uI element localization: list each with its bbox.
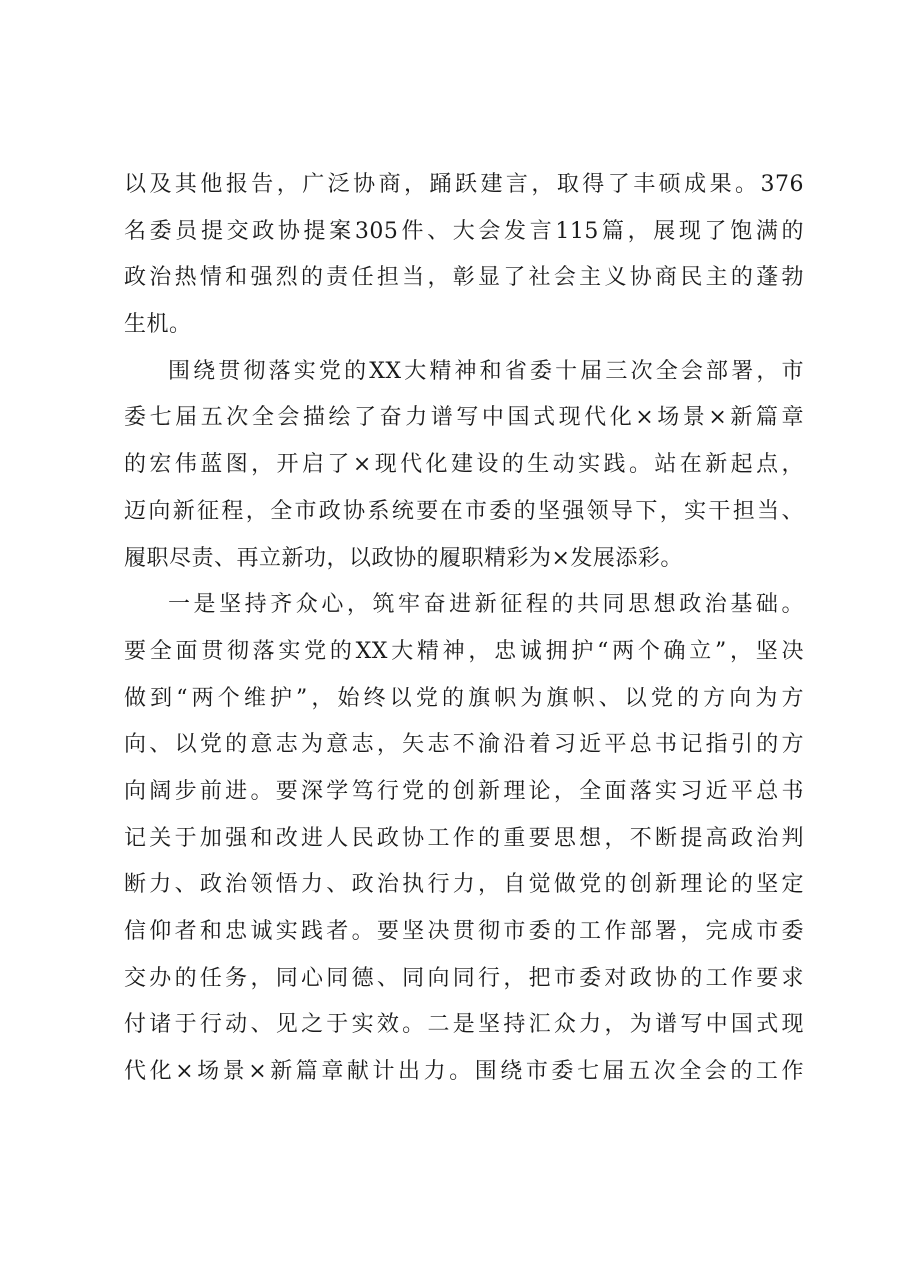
text-line: 做到“两个维护”，始终以党的旗帜为旗帜、以党的方向为方 xyxy=(124,685,804,711)
text-line: 生机。 xyxy=(124,312,192,338)
text-line: 政治热情和强烈的责任担当，彰显了社会主义协商民主的蓬勃 xyxy=(124,265,804,291)
document-body xyxy=(124,166,804,1100)
text-line: 信仰者和忠诚实践者。要坚决贯彻市委的工作部署，完成市委 xyxy=(124,919,804,944)
text-line: 记关于加强和改进人民政协工作的重要思想，不断提高政治判 xyxy=(124,825,804,851)
text-line: 向、以党的意志为意志，矢志不渝沿着习近平总书记指引的方 xyxy=(124,732,804,758)
text-line: 履职尽责、再立新功，以政协的履职精彩为×发展添彩。 xyxy=(124,545,683,571)
text-line: 迈向新征程，全市政协系统要在市委的坚强领导下，实干担当、 xyxy=(124,498,804,524)
text-line: 付诸于行动、见之于实效。二是坚持汇众力，为谱写中国式现 xyxy=(124,1012,804,1038)
text-line: 以及其他报告，广泛协商，踊跃建言，取得了丰硕成果。376 xyxy=(124,172,804,197)
text-line: 要全面贯彻落实党的XX大精神，忠诚拥护“两个确立”，坚决 xyxy=(124,638,804,664)
text-line: 交办的任务，同心同德、同向同行，把市委对政协的工作要求 xyxy=(124,965,804,991)
text-line: 一是坚持齐众心，筑牢奋进新征程的共同思想政治基础。 xyxy=(168,592,804,618)
text-line: 围绕贯彻落实党的XX大精神和省委十届三次全会部署，市 xyxy=(168,358,804,384)
text-line: 向阔步前进。要深学笃行党的创新理论，全面落实习近平总书 xyxy=(124,778,804,804)
text-line: 的宏伟蓝图，开启了×现代化建设的生动实践。站在新起点， xyxy=(124,452,804,478)
text-line: 代化×场景×新篇章献计出力。围绕市委七届五次全会的工作 xyxy=(124,1059,804,1085)
text-line: 断力、政治领悟力、政治执行力，自觉做党的创新理论的坚定 xyxy=(124,872,804,898)
text-line: 委七届五次全会描绘了奋力谱写中国式现代化×场景×新篇章 xyxy=(124,405,804,431)
text-line: 名委员提交政协提案305件、大会发言115篇，展现了饱满的 xyxy=(124,218,804,244)
